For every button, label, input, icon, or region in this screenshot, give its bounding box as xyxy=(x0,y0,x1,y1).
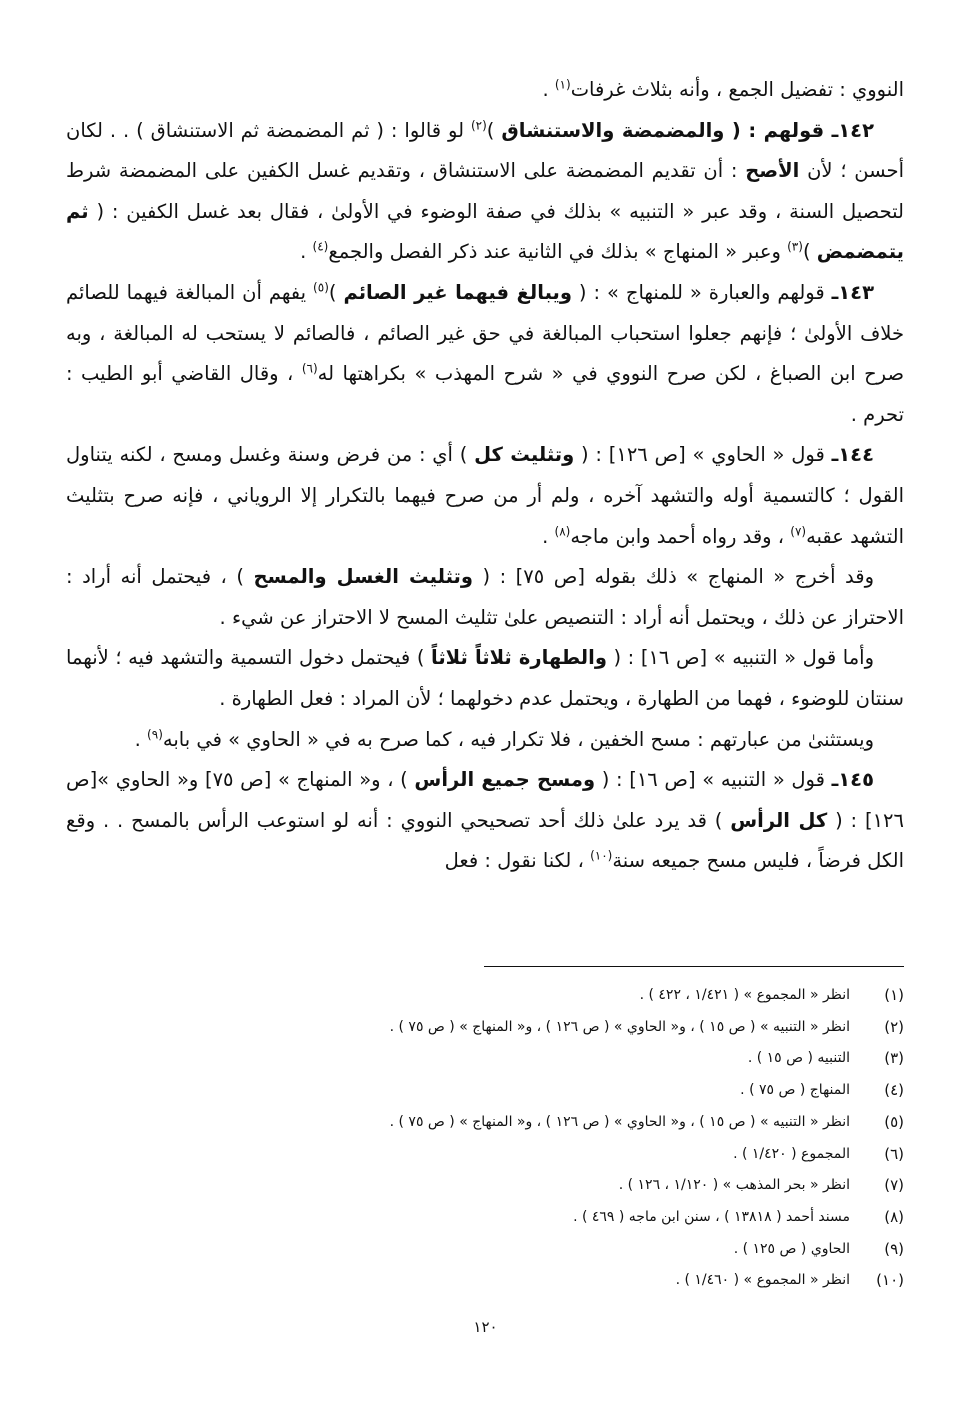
paragraph xyxy=(66,111,904,273)
bold-text: كل الرأس xyxy=(730,808,828,832)
footnote-text: التنبيه ( ص ١٥ ) . xyxy=(747,1050,850,1067)
text-run: ، لكنا نقول : فعل xyxy=(444,849,591,873)
text-run: ) xyxy=(802,240,817,264)
text-run: ) xyxy=(486,118,502,142)
text-run: ) xyxy=(328,280,344,304)
footnote-number: (٤) xyxy=(884,1081,904,1100)
footnote-text: انظر « المجموع » ( ١/٤٢١ ، ٤٢٢ ) . xyxy=(639,987,850,1003)
bold-text: ثم يتمضمض xyxy=(66,199,904,264)
footnote xyxy=(66,1234,904,1266)
paragraph xyxy=(66,70,904,111)
bold-text: والمضمضة والاستنشاق xyxy=(501,118,725,142)
footnote-text: المجموع ( ١/٤٢٠ ) . xyxy=(733,1145,850,1162)
bold-text: ويبالغ فيهما غير الصائم xyxy=(343,280,572,304)
footnote-ref: (٦) xyxy=(301,361,318,376)
footnote xyxy=(66,1107,904,1139)
text-run: ) فيحتمل دخول التسمية والتشهد فيه ؛ لأنهما سنتان للوضوء ، فهما من الطهارة ، ويحتمل عدم دخولهما ؛ لأن المراد : فعل الطهارة . xyxy=(66,646,904,710)
text-run: وعبر « المنهاج » بذلك في الثانية عند ذكر الفصل والجمع xyxy=(328,240,788,264)
footnote-text: انظر « المجموع » ( ١/٤٦٠ ) . xyxy=(675,1272,850,1289)
footnote xyxy=(66,1075,904,1107)
text-run: ) ، و« المنهاج » [ص ٧٥] و« الحاوي »[ص ١٢٦] : ( xyxy=(66,768,904,832)
text-run: يفهم أن المبالغة فيهما للصائم خلاف الأولىٰ ؛ فإنهم جعلوا استحباب المبالغة في حق غير الصائم ، فالصائم لا يستحب له المبالغة ، وبه صرح ابن الصباغ ، لكن صرح النووي في « شرح المهذب » بكراهتها له xyxy=(66,280,905,386)
text-run: ويستثنىٰ من عبارتهم : مسح الخفين ، فلا تكرار فيه ، كما صرح به في « الحاوي » في بابه xyxy=(162,727,874,751)
footnote xyxy=(66,1139,904,1171)
text-run: . xyxy=(542,524,555,548)
footnote-text: المنهاج ( ص ٧٥ ) . xyxy=(740,1082,850,1099)
footnote-number: (٩) xyxy=(884,1239,904,1258)
bold-text: ١٤٣ـ xyxy=(831,280,874,304)
text-run: وقد أخرج « المنهاج » ذلك بقوله [ص ٧٥] : ( xyxy=(472,565,874,589)
footnote-ref: (٨) xyxy=(554,524,571,539)
text-run: قولهم والعبارة « للمنهاج » : ( xyxy=(571,280,832,304)
text-run: قول « التنبيه » [ص ١٦] : ( xyxy=(595,768,832,792)
bold-text: وتثليث الغسل والمسح xyxy=(253,565,473,589)
footnote-text: انظر « بحر المذهب » ( ١/١٢٠ ، ١٢٦ ) . xyxy=(618,1177,850,1194)
text-run: ) أي : من فرض وسنة وغسل ومسح ، لكنه يتناول القول ؛ كالتسمية أوله والتشهد آخره ، ولم أر من صرح فيهما بالتكرار إلا الروياني ، فإنه صرح بتثليث التشهد عقبه xyxy=(66,443,904,548)
bold-text: ١٤٤ـ xyxy=(831,443,874,467)
footnote-number: (٨) xyxy=(884,1207,904,1226)
bold-text: الأصح xyxy=(745,159,800,183)
page-number: ١٢٠ xyxy=(473,1318,498,1336)
footnote-ref: (٥) xyxy=(313,280,329,295)
footnote xyxy=(66,1170,904,1202)
paragraph xyxy=(66,435,904,557)
text-run: ، وقال القاضي أبو الطيب : تحرم . xyxy=(66,362,904,426)
footnote-number: (٦) xyxy=(884,1144,904,1163)
footnote-number: (٢) xyxy=(884,1017,904,1036)
bold-text: وتثليث كل xyxy=(474,443,575,467)
footnote-text: الحاوي ( ص ١٢٥ ) . xyxy=(733,1240,850,1257)
footnote-ref: (٩) xyxy=(147,727,163,741)
text-run: . xyxy=(134,727,148,751)
footnote-number: (٥) xyxy=(884,1112,904,1131)
paragraph xyxy=(66,760,904,882)
footnote-number: (١) xyxy=(884,986,904,1004)
text-run: . xyxy=(542,78,555,101)
footnote-ref: (١) xyxy=(554,77,571,92)
text-run: : أن تقديم المضمضة على الاستنشاق ، وتقديم غسل الكفين على المضمضة شرط لتحصيل السنة ، وقد عبر « التنبيه » بذلك في صفة الوضوء في الأولىٰ ، فقال بعد غسل الكفين : ( xyxy=(66,159,904,223)
text-run: ، وقد رواه أحمد وابن ماجه xyxy=(570,524,791,548)
footnote-text: انظر « التنبيه » ( ص ١٥ ) ، و« الحاوي » ( ص ١٢٦ ) ، و« المنهاج » ( ص ٧٥ ) . xyxy=(389,1018,850,1035)
main-text xyxy=(66,70,904,882)
bold-text: ومسح جميع الرأس xyxy=(414,768,596,792)
footnote xyxy=(66,980,904,1012)
text-run: ) ، فيحتمل أنه أراد : الاحتراز عن ذلك ، ويحتمل أنه أراد : التنصيص علىٰ تثليث المسح لا الاحتراز عن شيء . xyxy=(66,565,904,629)
footnote-ref: (٣) xyxy=(787,239,803,254)
footnote xyxy=(66,1265,904,1297)
text-run: . xyxy=(300,240,313,264)
text-run: قول « الحاوي » [ص ١٢٦] : ( xyxy=(574,443,832,467)
footnote-number: (٧) xyxy=(884,1176,904,1195)
footnote-ref: (٢) xyxy=(470,118,487,133)
footnote-number: (١٠) xyxy=(876,1271,904,1290)
paragraph xyxy=(66,720,904,761)
paragraph xyxy=(66,638,904,719)
paragraph xyxy=(66,273,904,435)
text-run: ) قد يرد علىٰ ذلك أحد تصحيحي النووي : أنه لو استوعب الرأس بالمسح . . وقع الكل فرضاً ، فليس مسح جميعه سنة xyxy=(66,808,904,873)
bold-text: ١٤٥ـ xyxy=(831,768,874,792)
bold-text: ١٤٢ـ قولهم : ( xyxy=(724,118,874,142)
text-run: لو قالوا : ( ثم المضمضة ثم الاستنشاق ) . . لكان أحسن ؛ لأن xyxy=(66,118,904,183)
footnote xyxy=(66,1202,904,1234)
paragraph xyxy=(66,557,904,638)
text-run: وأما قول « التنبيه » [ص ١٦] : ( xyxy=(606,646,874,670)
footnote-ref: (١٠) xyxy=(590,848,613,863)
footnote-text: مسند أحمد ( ١٣٨١٨ ) ، سنن ابن ماجه ( ٤٦٩ ) . xyxy=(573,1208,850,1225)
text-run: النووي : تفضيل الجمع ، وأنه بثلاث غرفات xyxy=(570,78,904,101)
bold-text: والطهارة ثلاثاً ثلاثاً xyxy=(431,646,607,670)
footnote-text: انظر « التنبيه » ( ص ١٥ ) ، و« الحاوي » ( ص ١٢٦ ) ، و« المنهاج » ( ص ٧٥ ) . xyxy=(389,1113,850,1130)
footnote-ref: (٧) xyxy=(790,524,807,539)
footnote-number: (٣) xyxy=(884,1049,904,1068)
footnote xyxy=(66,1012,904,1044)
footnotes xyxy=(66,980,904,1297)
footnote xyxy=(66,1043,904,1075)
footnote-separator xyxy=(484,966,904,967)
footnote-ref: (٤) xyxy=(312,239,329,254)
